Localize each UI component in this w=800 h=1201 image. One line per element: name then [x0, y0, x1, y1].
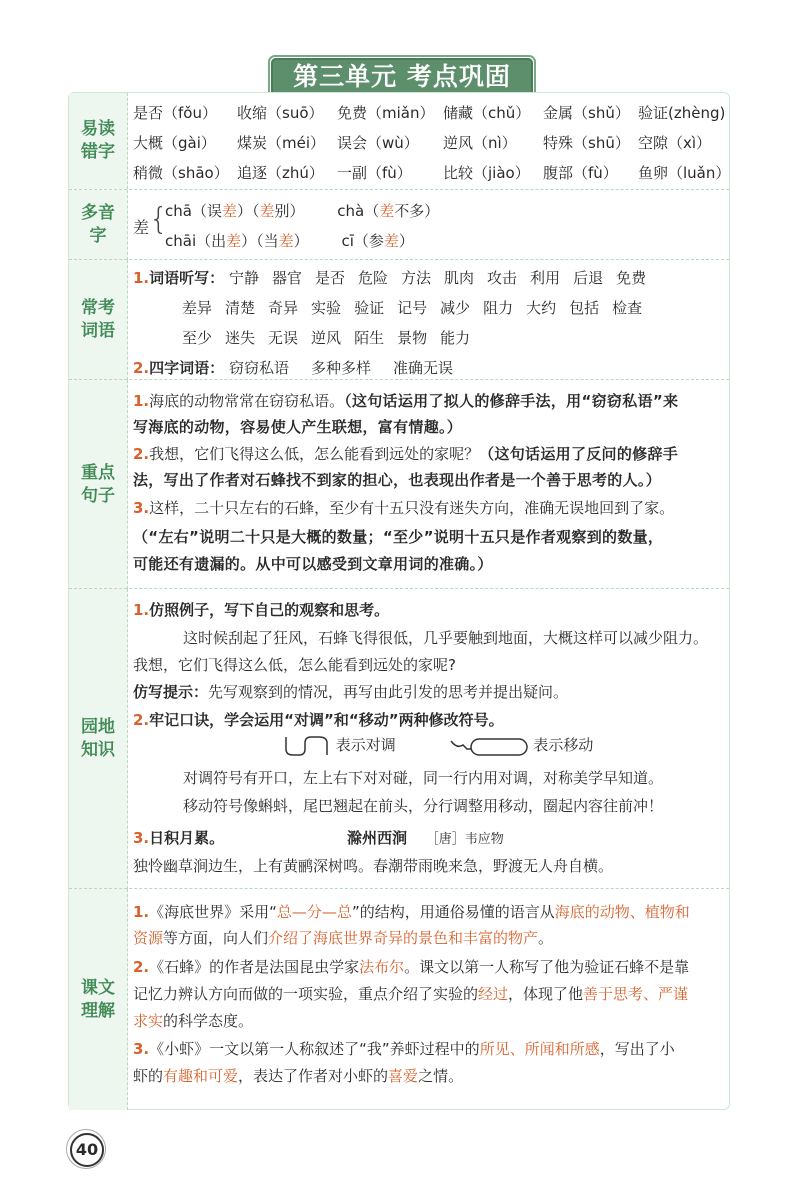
sentence: 海底的动物常常在窃窃私语。 — [149, 392, 345, 410]
label-top: 多音 — [81, 203, 115, 223]
item-number: 3. — [133, 1040, 150, 1058]
vocab-word: 方法 — [401, 269, 432, 287]
vocab-word: 逆风 — [311, 329, 342, 347]
section-label — [69, 589, 128, 889]
highlight: 有趣和可爱 — [163, 1067, 239, 1085]
word-list — [182, 297, 655, 318]
example-text: 这时候刮起了狂风，石蜂飞得很低，几乎要触到地面，大概这样可以减少阻力。 — [183, 629, 709, 647]
sentence: 我想，它们飞得这么低，怎么能看到远处的家呢？ — [149, 445, 480, 463]
rhyme-text: 对调符号有开口，左上右下对对碰，同一行内用对调，对称美学早知道。 — [183, 769, 664, 787]
item-number: 2. — [133, 445, 150, 463]
vocab-word: 肌肉 — [444, 269, 475, 287]
vocab-word: 陌生 — [354, 329, 385, 347]
item-title: 仿照例子，写下自己的观察和思考。 — [149, 601, 390, 619]
char: 差 — [383, 232, 399, 250]
vocab-word: 利用 — [530, 269, 561, 287]
reading: ） — [398, 232, 414, 250]
section-key-sentences — [69, 379, 729, 589]
reading: ） — [293, 232, 309, 250]
polyphone-row-2 — [165, 230, 414, 251]
word-row — [133, 132, 711, 153]
label-top: 易读 — [81, 119, 115, 139]
vocab-word: 危险 — [357, 269, 388, 287]
item-title: 牢记口诀，学会运用“对调”和“移动”两种修改符号。 — [149, 711, 504, 729]
word-item: 是否（fǒu） — [133, 104, 217, 122]
highlight: 资源 — [133, 929, 164, 947]
item-number: 2. — [133, 359, 150, 377]
highlight: 善于思考、严谨 — [583, 985, 689, 1003]
reading: cī（参 — [341, 232, 384, 250]
content-board — [68, 92, 730, 1110]
example-text: 我想，它们飞得这么低，怎么能看到远处的家呢? — [133, 656, 456, 674]
label-bottom: 知识 — [81, 740, 115, 760]
highlight: 介绍了海底世界奇异的景色和丰富的物产 — [268, 929, 539, 947]
page-title: 第三单元 考点巩固 — [271, 58, 533, 96]
highlight: 经过 — [478, 985, 509, 1003]
vocab-word: 多种多样 — [310, 359, 371, 377]
vocab-word: 差异 — [182, 299, 213, 317]
poem-text: 独怜幽草涧边生，上有黄鹂深树鸣。春潮带雨晚来急，野渡无人舟自横。 — [133, 857, 614, 875]
section-text-understanding — [69, 888, 729, 1110]
symbol-label: 表示移动 — [533, 736, 594, 754]
word-item: 免费（miǎn） — [337, 104, 435, 122]
highlight: 求实 — [133, 1012, 164, 1030]
item-title: 日积月累。 — [149, 829, 225, 847]
vocab-word: 攻击 — [487, 269, 518, 287]
sentence-note: 法，写出了作者对石蜂找不到家的担心，也表现出作者是一个善于思考的人。） — [133, 471, 662, 489]
text: 的科学态度。 — [163, 1012, 254, 1030]
word-list — [229, 359, 475, 377]
vocab-word: 器官 — [271, 269, 302, 287]
label-top: 园地 — [81, 717, 115, 737]
highlight: 海底的动物、植物和 — [554, 903, 690, 921]
section-label — [69, 93, 128, 189]
text: 记忆力辨认方向而做的一项实验，重点介绍了实验的 — [133, 985, 479, 1003]
vocab-word: 验证 — [354, 299, 385, 317]
char: 差 — [221, 202, 237, 220]
brace-icon: { — [149, 202, 169, 237]
vocab-word: 大约 — [526, 299, 557, 317]
vocab-word: 减少 — [440, 299, 471, 317]
highlight: 法布尔 — [359, 958, 405, 976]
item-number: 1. — [133, 269, 150, 287]
word-item: 稍微（shāo） — [133, 164, 229, 182]
highlight: 喜爱 — [388, 1067, 419, 1085]
hint-label: 仿写提示： — [133, 683, 209, 701]
word-list — [182, 327, 483, 348]
word-item: 金属（shǔ） — [543, 104, 630, 122]
page-number: 40 — [70, 1133, 104, 1167]
vocab-word: 实验 — [311, 299, 342, 317]
label-bottom: 错字 — [81, 142, 115, 162]
vocab-word: 景物 — [397, 329, 428, 347]
reading: ）（ — [236, 202, 260, 220]
vocab-word: 准确无误 — [392, 359, 453, 377]
section-vocabulary — [69, 259, 729, 380]
text: 之情。 — [418, 1067, 464, 1085]
item-title: 四字词语： — [149, 359, 225, 377]
vocab-word: 清楚 — [225, 299, 256, 317]
label-bottom: 理解 — [81, 1000, 115, 1021]
vocab-word: 是否 — [314, 269, 345, 287]
section-easy-misread — [69, 93, 729, 189]
symbol-row — [283, 734, 593, 757]
label-bottom: 词语 — [81, 321, 115, 341]
word-item: 比较（jiào） — [443, 164, 530, 182]
vocab-word: 窃窃私语 — [228, 359, 289, 377]
symbol-label: 表示对调 — [335, 736, 396, 754]
item-number: 1. — [133, 392, 150, 410]
vocab-word: 能力 — [440, 329, 471, 347]
vocab-word: 阻力 — [483, 299, 514, 317]
section-polyphone — [69, 189, 729, 260]
vocab-word: 奇异 — [268, 299, 299, 317]
polyphone-row-1 — [165, 200, 439, 221]
word-list — [229, 269, 659, 287]
item-number: 3. — [133, 499, 150, 517]
vocab-word: 迷失 — [225, 329, 256, 347]
word-item: 追逐（zhú） — [237, 164, 324, 182]
section-label — [69, 889, 128, 1110]
highlight: 总—分—总 — [276, 903, 352, 921]
text: ，表达了作者对小虾的 — [238, 1067, 389, 1085]
char: 差 — [226, 232, 242, 250]
item-number: 2. — [133, 711, 150, 729]
word-item: 大概（gài） — [133, 134, 216, 152]
poem-title: 滁州西涧 — [346, 829, 407, 847]
item-number: 3. — [133, 829, 150, 847]
reading: chāi（出 — [165, 232, 227, 250]
item-number: 2. — [133, 958, 150, 976]
word-item: 误会（wù） — [337, 134, 419, 152]
reading: ）（当 — [241, 232, 279, 250]
reading: 别） — [274, 202, 305, 220]
vocab-word: 无误 — [268, 329, 299, 347]
word-item: 储藏（chǔ） — [443, 104, 531, 122]
vocab-word: 至少 — [182, 329, 213, 347]
reading: chā（误 — [165, 202, 222, 220]
word-item: 煤炭（méi） — [237, 134, 326, 152]
vocab-word: 检查 — [612, 299, 643, 317]
reading: chà（ — [337, 202, 380, 220]
sentence-note: （“左右”说明二十只是大概的数量；“至少”说明十五只是作者观察到的数量， — [133, 528, 664, 546]
label-bottom: 句子 — [81, 485, 115, 506]
word-item: 特殊（shū） — [543, 134, 630, 152]
reading: 不多） — [394, 202, 440, 220]
char: 差 — [259, 202, 275, 220]
word-item: 空隙（xì） — [638, 134, 712, 152]
section-garden-knowledge — [69, 588, 729, 889]
word-item: 腹部（fù） — [543, 164, 618, 182]
word-item: 验证(zhèng) — [638, 104, 726, 122]
text: 《海底世界》采用“ — [149, 903, 277, 921]
sentence-note: 写海底的动物，容易使人产生联想，富有情趣。） — [133, 418, 463, 436]
word-row — [133, 102, 725, 123]
word-row — [133, 162, 730, 183]
label-top: 常考 — [81, 298, 115, 318]
swap-mark-icon — [283, 735, 331, 757]
highlight: 所见、所闻和所感 — [479, 1040, 600, 1058]
label-bottom: 字 — [89, 226, 107, 246]
word-item: 一副（fù） — [337, 164, 412, 182]
vocab-row-1 — [133, 267, 659, 288]
vocab-row-4 — [133, 357, 475, 378]
word-item: 逆风（nì） — [443, 134, 517, 152]
section-label — [69, 190, 128, 260]
vocab-word: 宁静 — [228, 269, 259, 287]
poem-author: ［唐］韦应物 — [425, 832, 504, 847]
text: 等方面，向人们 — [163, 929, 269, 947]
text: 虾的 — [133, 1067, 164, 1085]
move-mark-icon — [449, 735, 529, 757]
section-label — [69, 260, 128, 380]
text: 。 — [538, 929, 554, 947]
word-item: 鱼卵（luǎn） — [638, 164, 731, 182]
sentence-note: （这句话运用了拟人的修辞手法，用“窃窃私语”来 — [344, 392, 679, 410]
sentence-note: 可能还有遗漏的。从中可以感受到文章用词的准确。） — [133, 555, 493, 573]
item-number: 1. — [133, 903, 150, 921]
label-top: 重点 — [81, 462, 115, 483]
text: 。课文以第一人称写了他为验证石蜂不是靠 — [404, 958, 690, 976]
sentence-note: （这句话运用了反问的修辞手 — [479, 445, 679, 463]
polyphone-head: 差 — [133, 218, 150, 237]
section-label — [69, 380, 128, 589]
hint-text: 先写观察到的情况，再写由此引发的思考并提出疑问。 — [208, 683, 569, 701]
char: 差 — [278, 232, 294, 250]
text: ，体现了他 — [508, 985, 584, 1003]
rhyme-text: 移动符号像蝌蚪，尾巴翘起在前头，分行调整用移动，圈起内容往前冲！ — [183, 797, 664, 815]
item-title: 词语听写： — [149, 269, 225, 287]
vocab-word: 包括 — [569, 299, 600, 317]
sentence: 这样，二十只左右的石蜂，至少有十五只没有迷失方向，准确无误地回到了家。 — [149, 499, 675, 517]
text: ，写出了小 — [599, 1040, 675, 1058]
char: 差 — [379, 202, 395, 220]
vocab-word: 免费 — [616, 269, 647, 287]
label-top: 课文 — [81, 977, 115, 998]
item-number: 1. — [133, 601, 150, 619]
vocab-word: 记号 — [397, 299, 428, 317]
word-item: 收缩（suō） — [237, 104, 324, 122]
vocab-word: 后退 — [573, 269, 604, 287]
text: 《石蜂》的作者是法国昆虫学家 — [149, 958, 360, 976]
text: 《小虾》一文以第一人称叙述了“我”养虾过程中的 — [149, 1040, 480, 1058]
text: ”的结构，用通俗易懂的语言从 — [351, 903, 555, 921]
